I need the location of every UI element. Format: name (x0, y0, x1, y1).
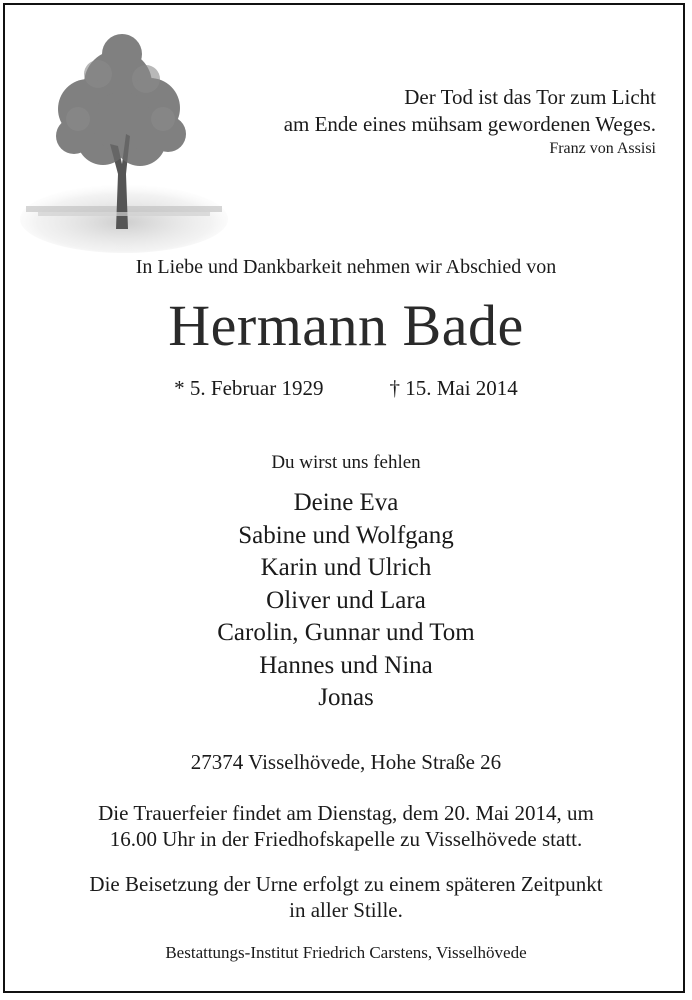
family-member: Karin und Ulrich (260, 554, 432, 581)
deceased-name: Hermann Bade (168, 293, 524, 358)
family-list (0, 487, 692, 715)
birth-date: * 5. Februar 1929 (174, 376, 324, 400)
family-member: Carolin, Gunnar und Tom (217, 619, 475, 646)
quote-block (284, 84, 656, 160)
family-member: Oliver und Lara (266, 586, 426, 614)
intro-text: In Liebe und Dankbarkeit nehmen wir Abschied von (135, 256, 557, 278)
address: 27374 Visselhövede, Hohe Straße 26 (190, 750, 502, 774)
life-dates (0, 376, 692, 401)
burial-info (0, 871, 692, 923)
tree-photo-icon (18, 24, 230, 264)
burial-line-2: in aller Stille. (289, 898, 403, 922)
ceremony-line-1: Die Trauerfeier findet am Dienstag, dem 20. Mai 2014, um (98, 801, 594, 825)
family-member: Jonas (318, 684, 374, 711)
quote-line-2: am Ende eines mühsam gewordenen Weges. (283, 112, 656, 136)
miss-text: Du wirst uns fehlen (271, 452, 421, 473)
ceremony-info (0, 800, 692, 852)
quote-author: Franz von Assisi (549, 140, 656, 157)
undertaker: Bestattungs-Institut Friedrich Carstens, Visselhövede (165, 943, 527, 962)
quote-line-1: Der Tod ist das Tor zum Licht (404, 85, 656, 109)
ceremony-line-2: 16.00 Uhr in der Friedhofskapelle zu Visselhövede statt. (109, 827, 583, 851)
family-member: Deine Eva (293, 489, 399, 516)
burial-line-1: Die Beisetzung der Urne erfolgt zu einem späteren Zeitpunkt (89, 872, 603, 896)
family-member: Sabine und Wolfgang (238, 521, 454, 549)
death-date: † 15. Mai 2014 (389, 376, 518, 400)
family-member: Hannes und Nina (259, 651, 433, 679)
